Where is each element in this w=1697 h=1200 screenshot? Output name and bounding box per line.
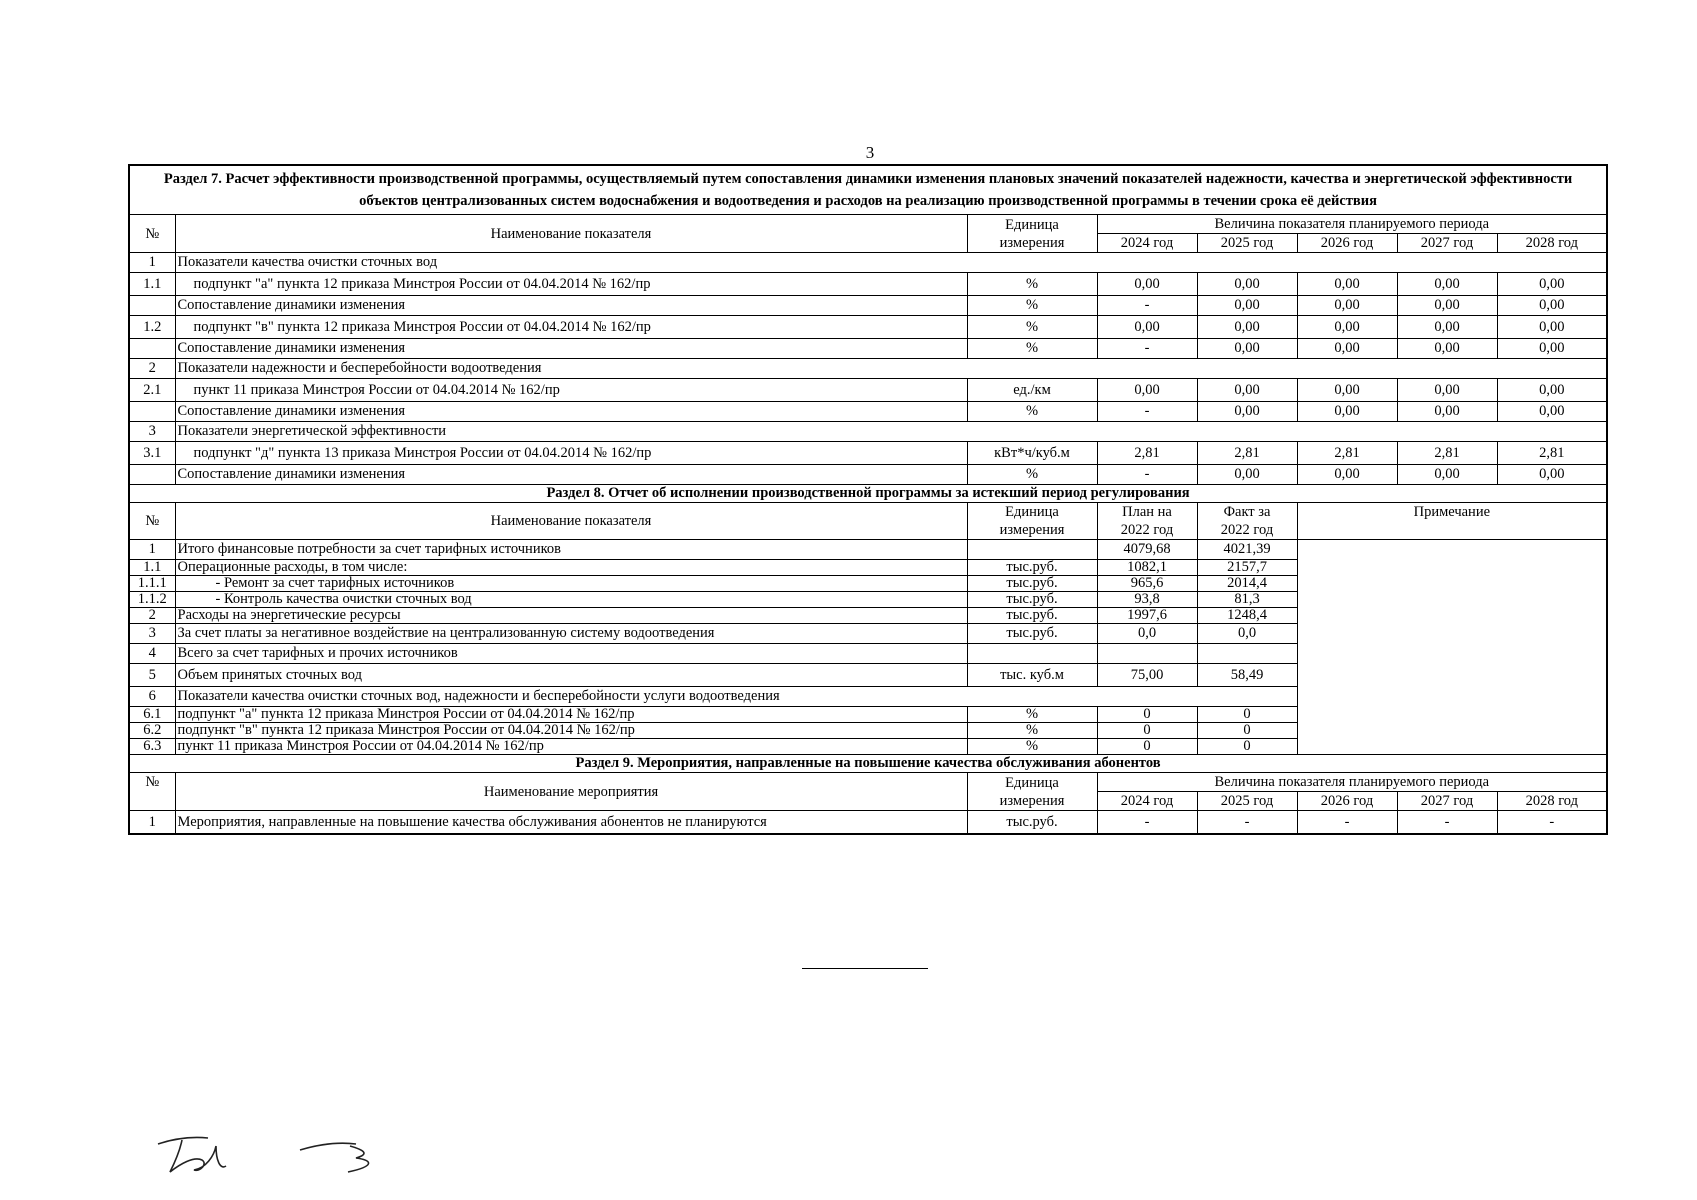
row-num: 1.1 [129,560,175,576]
year-header: 2026 год [1297,234,1397,253]
row-value: 0,00 [1397,273,1497,296]
row-num [129,339,175,359]
row-value: 2,81 [1097,442,1197,465]
row-value: 0,00 [1297,402,1397,422]
table-row [129,316,1607,339]
col-name-header: Наименование показателя [175,215,967,253]
row-num: 3 [129,624,175,644]
row-value: 0,00 [1297,339,1397,359]
row-num: 6.2 [129,723,175,739]
row-value: 0,00 [1097,379,1197,402]
row-name: подпункт "а" пункта 12 приказа Минстроя России от 04.04.2014 № 162/пр [175,707,967,723]
row-value: - [1097,339,1197,359]
col-plan-header [1097,503,1197,540]
unit-header-line1: Единица [1005,774,1059,791]
col-unit-header [967,215,1097,253]
row-name: Итого финансовые потребности за счет тарифных источников [175,540,967,560]
row-value: 0,00 [1397,296,1497,316]
row-plan: 0 [1097,723,1197,739]
row-name: Мероприятия, направленные на повышение качества обслуживания абонентов не планируются [175,811,967,835]
table-row [129,253,1607,273]
fact-header-line1: Факт за [1223,504,1271,520]
section8-header-row [129,503,1607,540]
row-unit: тыс.руб. [967,592,1097,608]
row-unit: % [967,273,1097,296]
row-num: 2 [129,359,175,379]
unit-header-line1: Единица [1005,216,1059,233]
row-num [129,402,175,422]
row-value: 0,00 [1397,465,1497,485]
row-num: 3 [129,422,175,442]
section8-title: Раздел 8. Отчет об исполнении производственной программы за истекший период регулирования [129,485,1607,503]
table-row [129,540,1607,560]
row-num: 4 [129,644,175,664]
row-value: 0,00 [1497,339,1607,359]
plan-header-line1: План на [1122,504,1172,520]
row-num: 2 [129,608,175,624]
row-name: Сопоставление динамики изменения [175,402,967,422]
row-unit: % [967,339,1097,359]
row-name: подпункт "д" пункта 13 приказа Минстроя России от 04.04.2014 № 162/пр [175,442,967,465]
year-header: 2028 год [1497,234,1607,253]
row-name: подпункт "в" пункта 12 приказа Минстроя России от 04.04.2014 № 162/пр [175,723,967,739]
table-row [129,273,1607,296]
row-unit: тыс.руб. [967,576,1097,592]
row-value: 0,00 [1197,296,1297,316]
row-value: 2,81 [1297,442,1397,465]
row-name: За счет платы за негативное воздействие на централизованную систему водоотведения [175,624,967,644]
col-period-header: Величина показателя планируемого периода [1097,773,1607,792]
year-header: 2027 год [1397,234,1497,253]
row-num: 5 [129,664,175,687]
row-name: Объем принятых сточных вод [175,664,967,687]
row-value: 0,00 [1197,316,1297,339]
document-body [128,164,1606,835]
row-num: 2.1 [129,379,175,402]
row-value: - [1297,811,1397,835]
page-number: 3 [865,143,875,162]
row-unit: тыс. куб.м [967,664,1097,687]
section9-title: Раздел 9. Мероприятия, направленные на повышение качества обслуживания абонентов [129,755,1607,773]
unit-header-line2: измерения [999,234,1065,251]
row-value: - [1097,296,1197,316]
row-unit: ед./км [967,379,1097,402]
row-plan: 1997,6 [1097,608,1197,624]
row-num: 6.3 [129,739,175,755]
table-row [129,422,1607,442]
col-unit-header [967,773,1097,811]
row-num: 6.1 [129,707,175,723]
col-fact-header [1197,503,1297,540]
section7-title: Раздел 7. Расчет эффективности производственной программы, осуществляемый путем сопоставления динамики изменения плановых значений показателей надежности, качества и энергетической эффективности объектов централизованных систем водоснабжения и водоотведения и расходов на реализацию производственной программы в течении срока её действия [129,165,1607,215]
row-plan: 0 [1097,739,1197,755]
section9-header-row [129,773,1607,792]
fact-header-line2: 2022 год [1220,522,1274,538]
row-value: 0,00 [1497,379,1607,402]
row-value: 0,00 [1197,273,1297,296]
row-value: 0,00 [1197,339,1297,359]
row-unit [967,644,1097,664]
year-header: 2025 год [1197,234,1297,253]
row-value: 2,81 [1497,442,1607,465]
row-num: 3.1 [129,442,175,465]
row-name: Операционные расходы, в том числе: [175,560,967,576]
table-row [129,465,1607,485]
row-fact: 81,3 [1197,592,1297,608]
row-fact [1197,644,1297,664]
row-num: 6 [129,687,175,707]
row-unit: тыс.руб. [967,560,1097,576]
signature-2 [300,1143,369,1172]
row-unit: кВт*ч/куб.м [967,442,1097,465]
row-value: 0,00 [1297,316,1397,339]
table-row [129,442,1607,465]
row-value: 2,81 [1397,442,1497,465]
col-unit-header [967,503,1097,540]
row-plan: 965,6 [1097,576,1197,592]
row-value: 0,00 [1397,379,1497,402]
row-unit: % [967,707,1097,723]
col-num-header: № [129,503,175,540]
row-num: 1 [129,811,175,835]
row-value: 0,00 [1297,273,1397,296]
row-value: 0,00 [1497,402,1607,422]
row-plan [1097,644,1197,664]
row-fact: 0 [1197,723,1297,739]
row-num [129,465,175,485]
section8-title-row [129,485,1607,503]
row-value: 0,00 [1397,316,1497,339]
row-value: 0,00 [1497,465,1607,485]
row-fact: 0,0 [1197,624,1297,644]
row-fact: 2157,7 [1197,560,1297,576]
row-name: Показатели качества очистки сточных вод, надежности и бесперебойности услуги водоотведения [175,687,1297,707]
row-name: Всего за счет тарифных и прочих источников [175,644,967,664]
row-fact: 0 [1197,707,1297,723]
unit-header-line1: Единица [1005,504,1059,520]
table-row [129,339,1607,359]
row-name: Сопоставление динамики изменения [175,339,967,359]
row-fact: 0 [1197,739,1297,755]
section7-header-row [129,215,1607,234]
row-name: пункт 11 приказа Минстроя России от 04.04.2014 № 162/пр [175,379,967,402]
row-name: Показатели качества очистки сточных вод [175,253,1607,273]
section7-title-row [129,165,1607,215]
row-num: 1 [129,540,175,560]
row-plan: 75,00 [1097,664,1197,687]
row-unit: тыс.руб. [967,608,1097,624]
row-value: - [1497,811,1607,835]
table-row [129,359,1607,379]
row-name: Показатели энергетической эффективности [175,422,1607,442]
row-value: - [1097,402,1197,422]
row-fact: 1248,4 [1197,608,1297,624]
row-plan: 1082,1 [1097,560,1197,576]
row-value: - [1397,811,1497,835]
row-num: 1.2 [129,316,175,339]
col-num-header: № [129,773,175,811]
table-row [129,379,1607,402]
row-value: 0,00 [1097,273,1197,296]
year-header: 2027 год [1397,792,1497,811]
row-fact: 4021,39 [1197,540,1297,560]
row-value: 0,00 [1097,316,1197,339]
row-unit: % [967,465,1097,485]
row-value: 0,00 [1197,402,1297,422]
row-value: 0,00 [1197,379,1297,402]
row-value: 0,00 [1197,465,1297,485]
row-unit: % [967,739,1097,755]
year-header: 2028 год [1497,792,1607,811]
separator-line [802,968,928,969]
table-row [129,811,1607,835]
row-value: - [1097,811,1197,835]
table-row [129,402,1607,422]
section9-title-row [129,755,1607,773]
handwritten-signatures [150,1120,410,1180]
row-value: 0,00 [1297,296,1397,316]
row-name: - Ремонт за счет тарифных источников [175,576,967,592]
row-value: 0,00 [1297,465,1397,485]
row-name: Расходы на энергетические ресурсы [175,608,967,624]
note-cell [1297,540,1607,755]
row-name: Сопоставление динамики изменения [175,296,967,316]
row-num: 1 [129,253,175,273]
plan-header-line2: 2022 год [1120,522,1174,538]
row-name: пункт 11 приказа Минстроя России от 04.04.2014 № 162/пр [175,739,967,755]
row-num [129,296,175,316]
row-plan: 4079,68 [1097,540,1197,560]
row-value: 0,00 [1397,339,1497,359]
row-name: подпункт "в" пункта 12 приказа Минстроя России от 04.04.2014 № 162/пр [175,316,967,339]
row-value: 0,00 [1497,296,1607,316]
col-period-header: Величина показателя планируемого периода [1097,215,1607,234]
row-value: - [1197,811,1297,835]
unit-header-line2: измерения [999,522,1065,538]
row-fact: 58,49 [1197,664,1297,687]
row-plan: 0,0 [1097,624,1197,644]
row-unit: тыс.руб. [967,624,1097,644]
row-value: - [1097,465,1197,485]
col-name-header: Наименование показателя [175,503,967,540]
table-row [129,296,1607,316]
row-name: Показатели надежности и бесперебойности водоотведения [175,359,1607,379]
year-header: 2024 год [1097,234,1197,253]
row-plan: 0 [1097,707,1197,723]
report-table [128,164,1608,835]
year-header: 2025 год [1197,792,1297,811]
row-unit: тыс.руб. [967,811,1097,835]
row-num: 1.1.1 [129,576,175,592]
row-plan: 93,8 [1097,592,1197,608]
row-value: 0,00 [1397,402,1497,422]
year-header: 2026 год [1297,792,1397,811]
row-value: 2,81 [1197,442,1297,465]
row-unit: % [967,296,1097,316]
row-value: 0,00 [1497,273,1607,296]
row-num: 1.1 [129,273,175,296]
row-unit: % [967,316,1097,339]
year-header: 2024 год [1097,792,1197,811]
row-value: 0,00 [1497,316,1607,339]
row-value: 0,00 [1297,379,1397,402]
unit-header-line2: измерения [999,792,1065,809]
row-unit: % [967,723,1097,739]
row-name: Сопоставление динамики изменения [175,465,967,485]
signature-1 [158,1137,226,1172]
col-name-header: Наименование мероприятия [175,773,967,811]
row-name: - Контроль качества очистки сточных вод [175,592,967,608]
row-unit [967,540,1097,560]
row-fact: 2014,4 [1197,576,1297,592]
row-num: 1.1.2 [129,592,175,608]
col-note-header: Примечание [1297,503,1607,540]
col-num-header: № [129,215,175,253]
row-unit: % [967,402,1097,422]
row-name: подпункт "а" пункта 12 приказа Минстроя России от 04.04.2014 № 162/пр [175,273,967,296]
